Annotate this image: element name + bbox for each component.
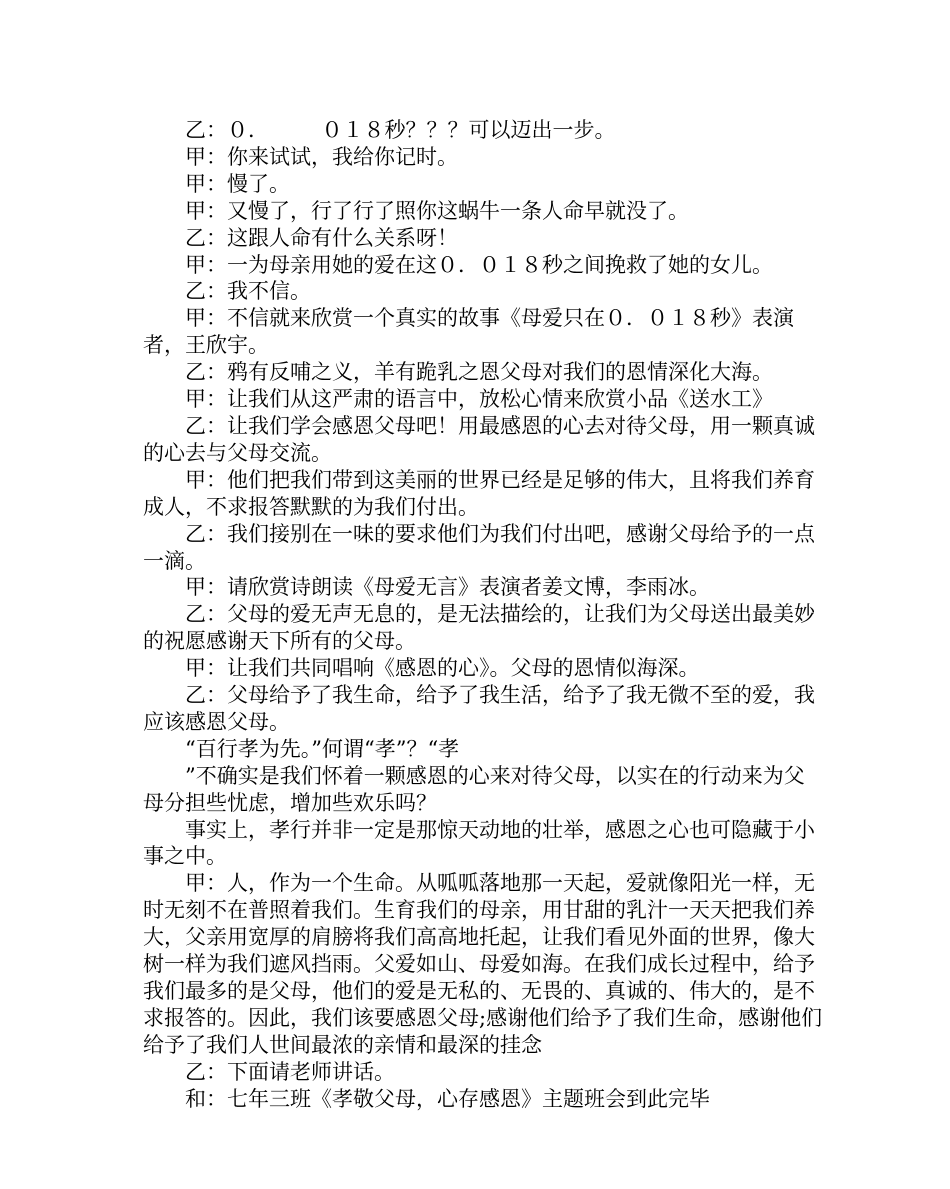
paragraph: 乙：这跟人命有什么关系呀！ [185,225,458,250]
paragraph: 乙：让我们学会感恩父母吧！用最感恩的心去对待父母，用一颗真诚的心去与父母交流。 [143,413,815,465]
paragraph: ”不确实是我们怀着一颗感恩的心来对待父母，以实在的行动来为父母分担些忧虑，增加些欢乐吗？ [143,763,805,815]
paragraph: 甲：慢了。 [185,171,290,196]
paragraph: 乙：我们接别在一味的要求他们为我们付出吧，感谢父母给予的一点一滴。 [143,521,815,573]
paragraph: 和：七年三班《孝敬父母，心存感恩》主题班会到此完毕 [185,1086,710,1111]
paragraph: 甲：不信就来欣赏一个真实的故事《母爱只在０．０１８秒》表演者，王欣宇。 [143,306,794,358]
paragraph: 甲：他们把我们带到这美丽的世界已经是足够的伟大，且将我们养育成人，不求报答默默的为我们付出。 [143,467,815,519]
paragraph: 甲：让我们从这严肃的语言中，放松心情来欣赏小品《送水工》 [185,387,773,412]
paragraph: 乙：下面请老师讲话。 [185,1059,395,1084]
paragraph: 乙：父母的爱无声无息的，是无法描绘的，让我们为父母送出最美妙的祝愿感谢天下所有的父母。 [143,602,815,654]
paragraph: 甲：请欣赏诗朗读《母爱无言》表演者姜文博，李雨冰。 [185,575,710,600]
paragraph: 甲：让我们共同唱响《感恩的心》。父母的恩情似海深。 [185,656,700,681]
paragraph: “百行孝为先。”何谓“孝”？“孝 [185,736,460,761]
paragraph: 甲：一为母亲用她的爱在这０．０１８秒之间挽救了她的女儿。 [185,252,773,277]
document-body [143,117,825,1113]
paragraph: 事实上，孝行并非一定是那惊天动地的壮举，感恩之心也可隐藏于小事之中。 [143,817,815,869]
paragraph: 乙：我不信。 [185,279,311,304]
paragraph: 甲：你来试试，我给你记时。 [185,144,458,169]
paragraph: 乙：鸦有反哺之义，羊有跪乳之恩父母对我们的恩情深化大海。 [185,360,773,385]
paragraph: 甲：又慢了，行了行了照你这蜗牛一条人命早就没了。 [185,198,689,223]
paragraph: 乙：父母给予了我生命，给予了我生活，给予了我无微不至的爱，我应该感恩父母。 [143,683,815,734]
paragraph: 甲：人，作为一个生命。从呱呱落地那一天起，爱就像阳光一样，无时无刻不在普照着我们。生育我们的母亲，用甘甜的乳汁一天天把我们养大，父亲用宽厚的肩膀将我们高高地托起，让我们看见外面的世界，像大树一样为我们遮风挡雨。父爱如山、母爱如海。在我们成长过程中，给予我们最多的是父母，他们的爱是无私的、无畏的、真诚的、伟大的，是不求报答的。因此，我们该要感恩父母;感谢他们给予了我们生命，感谢他们给予了我们人世间最浓的亲情和最深的挂念 [143,871,823,1057]
paragraph: 乙：０． ０１８秒？？？可以迈出一步。 [185,118,616,142]
